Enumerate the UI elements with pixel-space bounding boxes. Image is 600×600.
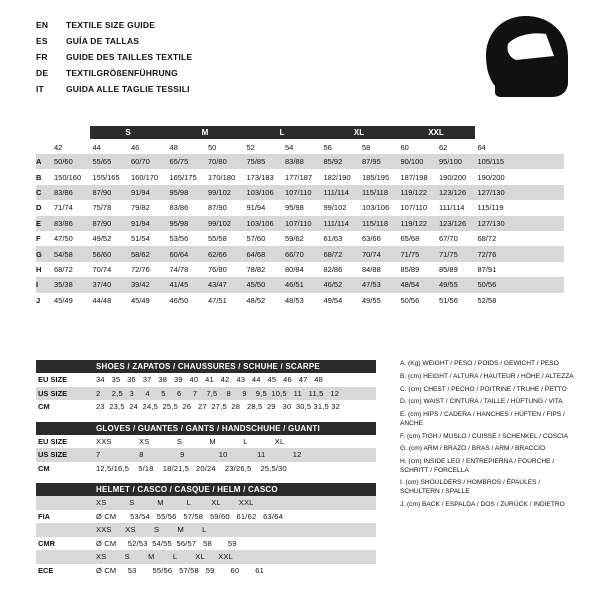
cell: 48/52 [246, 295, 266, 305]
cell: 75/78 [92, 203, 112, 213]
row-values: 7 8 9 10 11 12 [96, 450, 302, 460]
cell: 74/78 [169, 264, 189, 274]
cell: 95/100 [439, 157, 462, 167]
row-values: 12,5/16,5 5/18 18/21,5 20/24 23/26,5 25,5/30 [96, 463, 287, 473]
cell: 49/54 [323, 295, 343, 305]
cell: 63/66 [362, 234, 381, 244]
cell: 80/84 [285, 264, 304, 274]
cell: 95/98 [169, 218, 189, 228]
cell: 49/55 [439, 280, 458, 290]
cell: 65/68 [400, 234, 420, 244]
table-row [36, 400, 376, 414]
cell: 48/54 [400, 280, 420, 290]
cell: 70/74 [92, 264, 112, 274]
cell: 190/200 [439, 172, 467, 182]
cell: 82/86 [323, 264, 343, 274]
legend-item: J. (cm) BACK / ESPALDA / DOS / ZURÜCK / INDIETRO [400, 500, 565, 508]
title-lang: DE [36, 68, 49, 78]
group-label-xxl: XXL [398, 126, 475, 139]
cell: 83/88 [285, 157, 304, 167]
row-label: B [36, 172, 42, 182]
cell: 111/114 [323, 218, 349, 228]
cell: 115/118 [362, 187, 388, 197]
row-label: J [36, 295, 41, 305]
cell: 91/94 [246, 203, 266, 213]
group-spacer [36, 126, 51, 139]
cell: 99/102 [208, 218, 231, 228]
row-label: ECE [38, 565, 54, 575]
cell: 99/102 [208, 187, 231, 197]
row-values: 34 35 36 37 38 39 40 41 42 43 44 45 46 47 48 [96, 375, 324, 385]
title-text: TEXTILGRÖßENFÜHRUNG [66, 68, 178, 78]
cell: 57/60 [246, 234, 266, 244]
row-values: XS S M L XL XXL [96, 498, 254, 508]
cell: 70/74 [362, 249, 381, 259]
table-row [36, 277, 564, 292]
group-spacer [51, 126, 90, 139]
table-row [36, 496, 376, 510]
cell: 56/60 [92, 249, 112, 259]
title-text: TEXTILE SIZE GUIDE [66, 20, 156, 30]
gloves-table-title: GLOVES / GUANTES / GANTS / HANDSCHUHE / GUANTI [36, 422, 376, 435]
cell: 68/72 [54, 264, 73, 274]
cell: 84/88 [362, 264, 381, 274]
cell: 185/195 [362, 172, 390, 182]
cell: 173/183 [246, 172, 274, 182]
cell: 95/98 [285, 203, 304, 213]
cell: 103/106 [362, 203, 390, 213]
row-label: US SIZE [38, 450, 68, 460]
cell: 83/86 [54, 187, 73, 197]
table-row [36, 435, 376, 449]
cell: 87/90 [208, 203, 227, 213]
table-row [36, 550, 376, 564]
table-row [36, 462, 376, 476]
row-label: I [36, 280, 39, 290]
table-row [36, 185, 564, 200]
group-header-row [36, 126, 564, 139]
cell: 103/106 [246, 218, 274, 228]
row-label: EU SIZE [38, 375, 68, 385]
title-row [36, 34, 192, 48]
cell: 58/62 [131, 249, 150, 259]
cell: 160/170 [131, 172, 159, 182]
title-row [36, 18, 192, 32]
row-label: D [36, 203, 42, 213]
size-number: 60 [400, 142, 409, 152]
row-values: 23 23,5 24 24,5 25,5 26 27 27,5 28 28,5 29 30 30,5 31,5 32 [96, 402, 340, 412]
cell: 115/118 [362, 218, 388, 228]
cell: 127/130 [477, 187, 505, 197]
legend-item: D. (cm) WAIST / CINTURA / TAILLE / HÜFTUNG / VITA [400, 398, 563, 406]
table-row [36, 293, 564, 308]
spacer [36, 414, 376, 422]
table-row [36, 373, 376, 387]
size-number: 48 [169, 142, 178, 152]
cell: 127/130 [477, 218, 505, 228]
cell: 60/64 [169, 249, 189, 259]
row-label: C [36, 187, 42, 197]
measurement-legend [400, 360, 578, 514]
legend-item: I. (cm) SHOULDERS / HOMBROS / ÉPAULES / SCHULTERN / SPALLE [400, 479, 541, 496]
cell: 43/47 [208, 280, 227, 290]
title-text: GUIDE DES TAILLES TEXTILE [66, 52, 193, 62]
group-label-m: M [167, 126, 244, 139]
row-values: Ø CM 53/54 55/56 57/58 59/60 61/62 63/64 [96, 511, 283, 521]
cell: 76/80 [208, 264, 227, 274]
helmet-table-title: HELMET / CASCO / CASQUE / HELM / CASCO [36, 483, 376, 496]
helmet-icon [480, 14, 572, 100]
legend-item: F. (cm) TIGH / MUSLO / CUISSE / SCHENKEL / COSCIA [400, 432, 569, 440]
table-row [36, 510, 376, 524]
cell: 60/70 [131, 157, 150, 167]
table-row [36, 448, 376, 462]
cell: 41/45 [169, 280, 189, 290]
cell: 99/102 [323, 203, 347, 213]
cell: 71/75 [439, 249, 458, 259]
table-row [36, 387, 376, 401]
cell: 72/76 [477, 249, 497, 259]
cell: 165/175 [169, 172, 197, 182]
cell: 67/70 [439, 234, 458, 244]
cell: 123/126 [439, 218, 467, 228]
row-label: US SIZE [38, 388, 68, 398]
table-row [36, 523, 376, 537]
size-number: 52 [246, 142, 255, 152]
cell: 87/90 [92, 218, 112, 228]
size-number: 46 [131, 142, 140, 152]
cell: 47/53 [362, 280, 381, 290]
cell: 71/75 [400, 249, 420, 259]
cell: 111/114 [439, 203, 465, 213]
cell: 150/160 [54, 172, 82, 182]
row-label: EU SIZE [38, 436, 68, 446]
title-text: GUIDA ALLE TAGLIE TESSILI [66, 84, 190, 94]
title-row [36, 82, 192, 96]
size-number: 56 [323, 142, 332, 152]
cell: 46/52 [323, 280, 343, 290]
cell: 46/50 [169, 295, 189, 305]
size-number: 50 [208, 142, 217, 152]
cell: 62/66 [208, 249, 227, 259]
legend-item: E. (cm) HIPS / CADERA / HANCHES / HÜFTEN / FIPS / ANCHE [400, 411, 565, 427]
cell: 55/65 [92, 157, 112, 167]
row-label: CM [38, 463, 50, 473]
cell: 105/115 [477, 157, 505, 167]
row-values: Ø CM 53 55/56 57/58 59 60 61 [96, 565, 264, 575]
cell: 53/56 [169, 234, 189, 244]
legend-item: B. (cm) HEIGHT / ALTURA / HAUTEUR / HÖHE / ALTEZZA [400, 372, 574, 380]
row-values: Ø CM 52/53 54/55 56/57 58 59 [96, 538, 237, 548]
row-label: CMR [38, 538, 56, 548]
cell: 111/114 [323, 187, 349, 197]
table-row [36, 537, 376, 551]
table-row [36, 262, 564, 277]
row-values: XXS XS S M L XL [96, 436, 285, 446]
cell: 68/72 [323, 249, 343, 259]
row-label: FIA [38, 511, 51, 521]
row-label: CM [38, 402, 50, 412]
cell: 155/165 [92, 172, 120, 182]
cell: 50/60 [54, 157, 73, 167]
cell: 48/53 [285, 295, 304, 305]
cell: 103/106 [246, 187, 274, 197]
shoes-table-title: SHOES / ZAPATOS / CHAUSSURES / SCHUHE / SCARPE [36, 360, 376, 373]
cell: 107/110 [400, 203, 428, 213]
row-values: 2 2,5 3 4 5 6 7 7,5 8 9 9,5 10,5 11 11,5 12 [96, 388, 340, 398]
cell: 64/68 [246, 249, 266, 259]
cell: 59/62 [285, 234, 304, 244]
cell: 49/52 [92, 234, 112, 244]
sub-tables [36, 360, 376, 577]
cell: 187/198 [400, 172, 428, 182]
title-lang: IT [36, 84, 44, 94]
cell: 47/51 [208, 295, 227, 305]
cell: 39/42 [131, 280, 150, 290]
cell: 61/63 [323, 234, 343, 244]
cell: 87/95 [362, 157, 381, 167]
cell: 83/86 [169, 203, 189, 213]
row-label: G [36, 249, 42, 259]
title-text: GUÍA DE TALLAS [66, 36, 140, 46]
spacer [36, 475, 376, 483]
cell: 71/74 [54, 203, 73, 213]
size-number: 42 [54, 142, 63, 152]
legend-item: C. (cm) CHEST / PECHO / POITRINE / TRUHE / PETTO [400, 385, 567, 393]
cell: 72/76 [131, 264, 150, 274]
cell: 51/56 [439, 295, 458, 305]
size-number: 44 [92, 142, 101, 152]
cell: 85/92 [323, 157, 343, 167]
table-row [36, 216, 564, 231]
cell: 45/50 [246, 280, 266, 290]
size-number: 62 [439, 142, 448, 152]
cell: 52/58 [477, 295, 497, 305]
title-lang: EN [36, 20, 49, 30]
cell: 65/75 [169, 157, 189, 167]
cell: 119/122 [400, 218, 428, 228]
title-lang: ES [36, 36, 48, 46]
cell: 119/122 [400, 187, 428, 197]
cell: 170/180 [208, 172, 236, 182]
cell: 115/119 [477, 203, 504, 213]
size-number: 64 [477, 142, 486, 152]
cell: 45/49 [131, 295, 150, 305]
cell: 49/55 [362, 295, 381, 305]
row-label: H [36, 264, 42, 274]
table-row [36, 564, 376, 578]
group-label-s: S [90, 126, 167, 139]
cell: 37/40 [92, 280, 112, 290]
table-row [36, 200, 564, 215]
cell: 85/89 [439, 264, 458, 274]
cell: 70/80 [208, 157, 227, 167]
legend-item: G. (cm) ARM / BRAZO / BRAS / ARM / BRACCIO [400, 445, 546, 453]
cell: 95/98 [169, 187, 189, 197]
row-label: E [36, 218, 42, 228]
table-row [36, 246, 564, 261]
row-label: A [36, 157, 42, 167]
cell: 83/86 [54, 218, 73, 228]
cell: 46/51 [285, 280, 304, 290]
cell: 87/90 [92, 187, 112, 197]
row-values: XXS XS S M L [96, 525, 207, 535]
cell: 55/58 [208, 234, 227, 244]
cell: 78/82 [246, 264, 266, 274]
cell: 50/56 [400, 295, 420, 305]
cell: 35/38 [54, 280, 73, 290]
cell: 90/100 [400, 157, 424, 167]
cell: 68/72 [477, 234, 497, 244]
table-row [36, 231, 564, 246]
size-number: 58 [362, 142, 371, 152]
main-size-table [36, 126, 564, 308]
cell: 107/110 [285, 187, 312, 197]
legend-item: A. (Kg) WEIGHT / PESO / POIDS / GEWICHT / PESO [400, 360, 559, 367]
group-label-xl: XL [321, 126, 398, 139]
cell: 50/56 [477, 280, 497, 290]
title-row [36, 50, 192, 64]
cell: 177/187 [285, 172, 313, 182]
title-block [36, 18, 192, 98]
cell: 107/110 [285, 218, 312, 228]
cell: 87/91 [477, 264, 497, 274]
title-lang: FR [36, 52, 48, 62]
cell: 47/50 [54, 234, 73, 244]
cell: 51/54 [131, 234, 150, 244]
size-number-row [36, 140, 564, 154]
cell: 79/82 [131, 203, 150, 213]
group-label-l: L [244, 126, 321, 139]
cell: 123/126 [439, 187, 467, 197]
cell: 91/94 [131, 218, 150, 228]
size-number: 54 [285, 142, 294, 152]
cell: 190/200 [477, 172, 505, 182]
cell: 45/49 [54, 295, 73, 305]
title-row [36, 66, 192, 80]
cell: 54/58 [54, 249, 73, 259]
cell: 85/89 [400, 264, 420, 274]
row-label: F [36, 234, 41, 244]
cell: 75/85 [246, 157, 266, 167]
row-values: XS S M L XL XXL [96, 552, 234, 562]
legend-item: H. (cm) INSIDE LEG / ENTREPIERNA / FOURCHE / SCHRITT / FORCELLA [400, 458, 555, 474]
cell: 66/70 [285, 249, 304, 259]
cell: 44/48 [92, 295, 112, 305]
table-row [36, 154, 564, 169]
cell: 91/94 [131, 187, 150, 197]
table-row [36, 169, 564, 184]
cell: 182/190 [323, 172, 351, 182]
